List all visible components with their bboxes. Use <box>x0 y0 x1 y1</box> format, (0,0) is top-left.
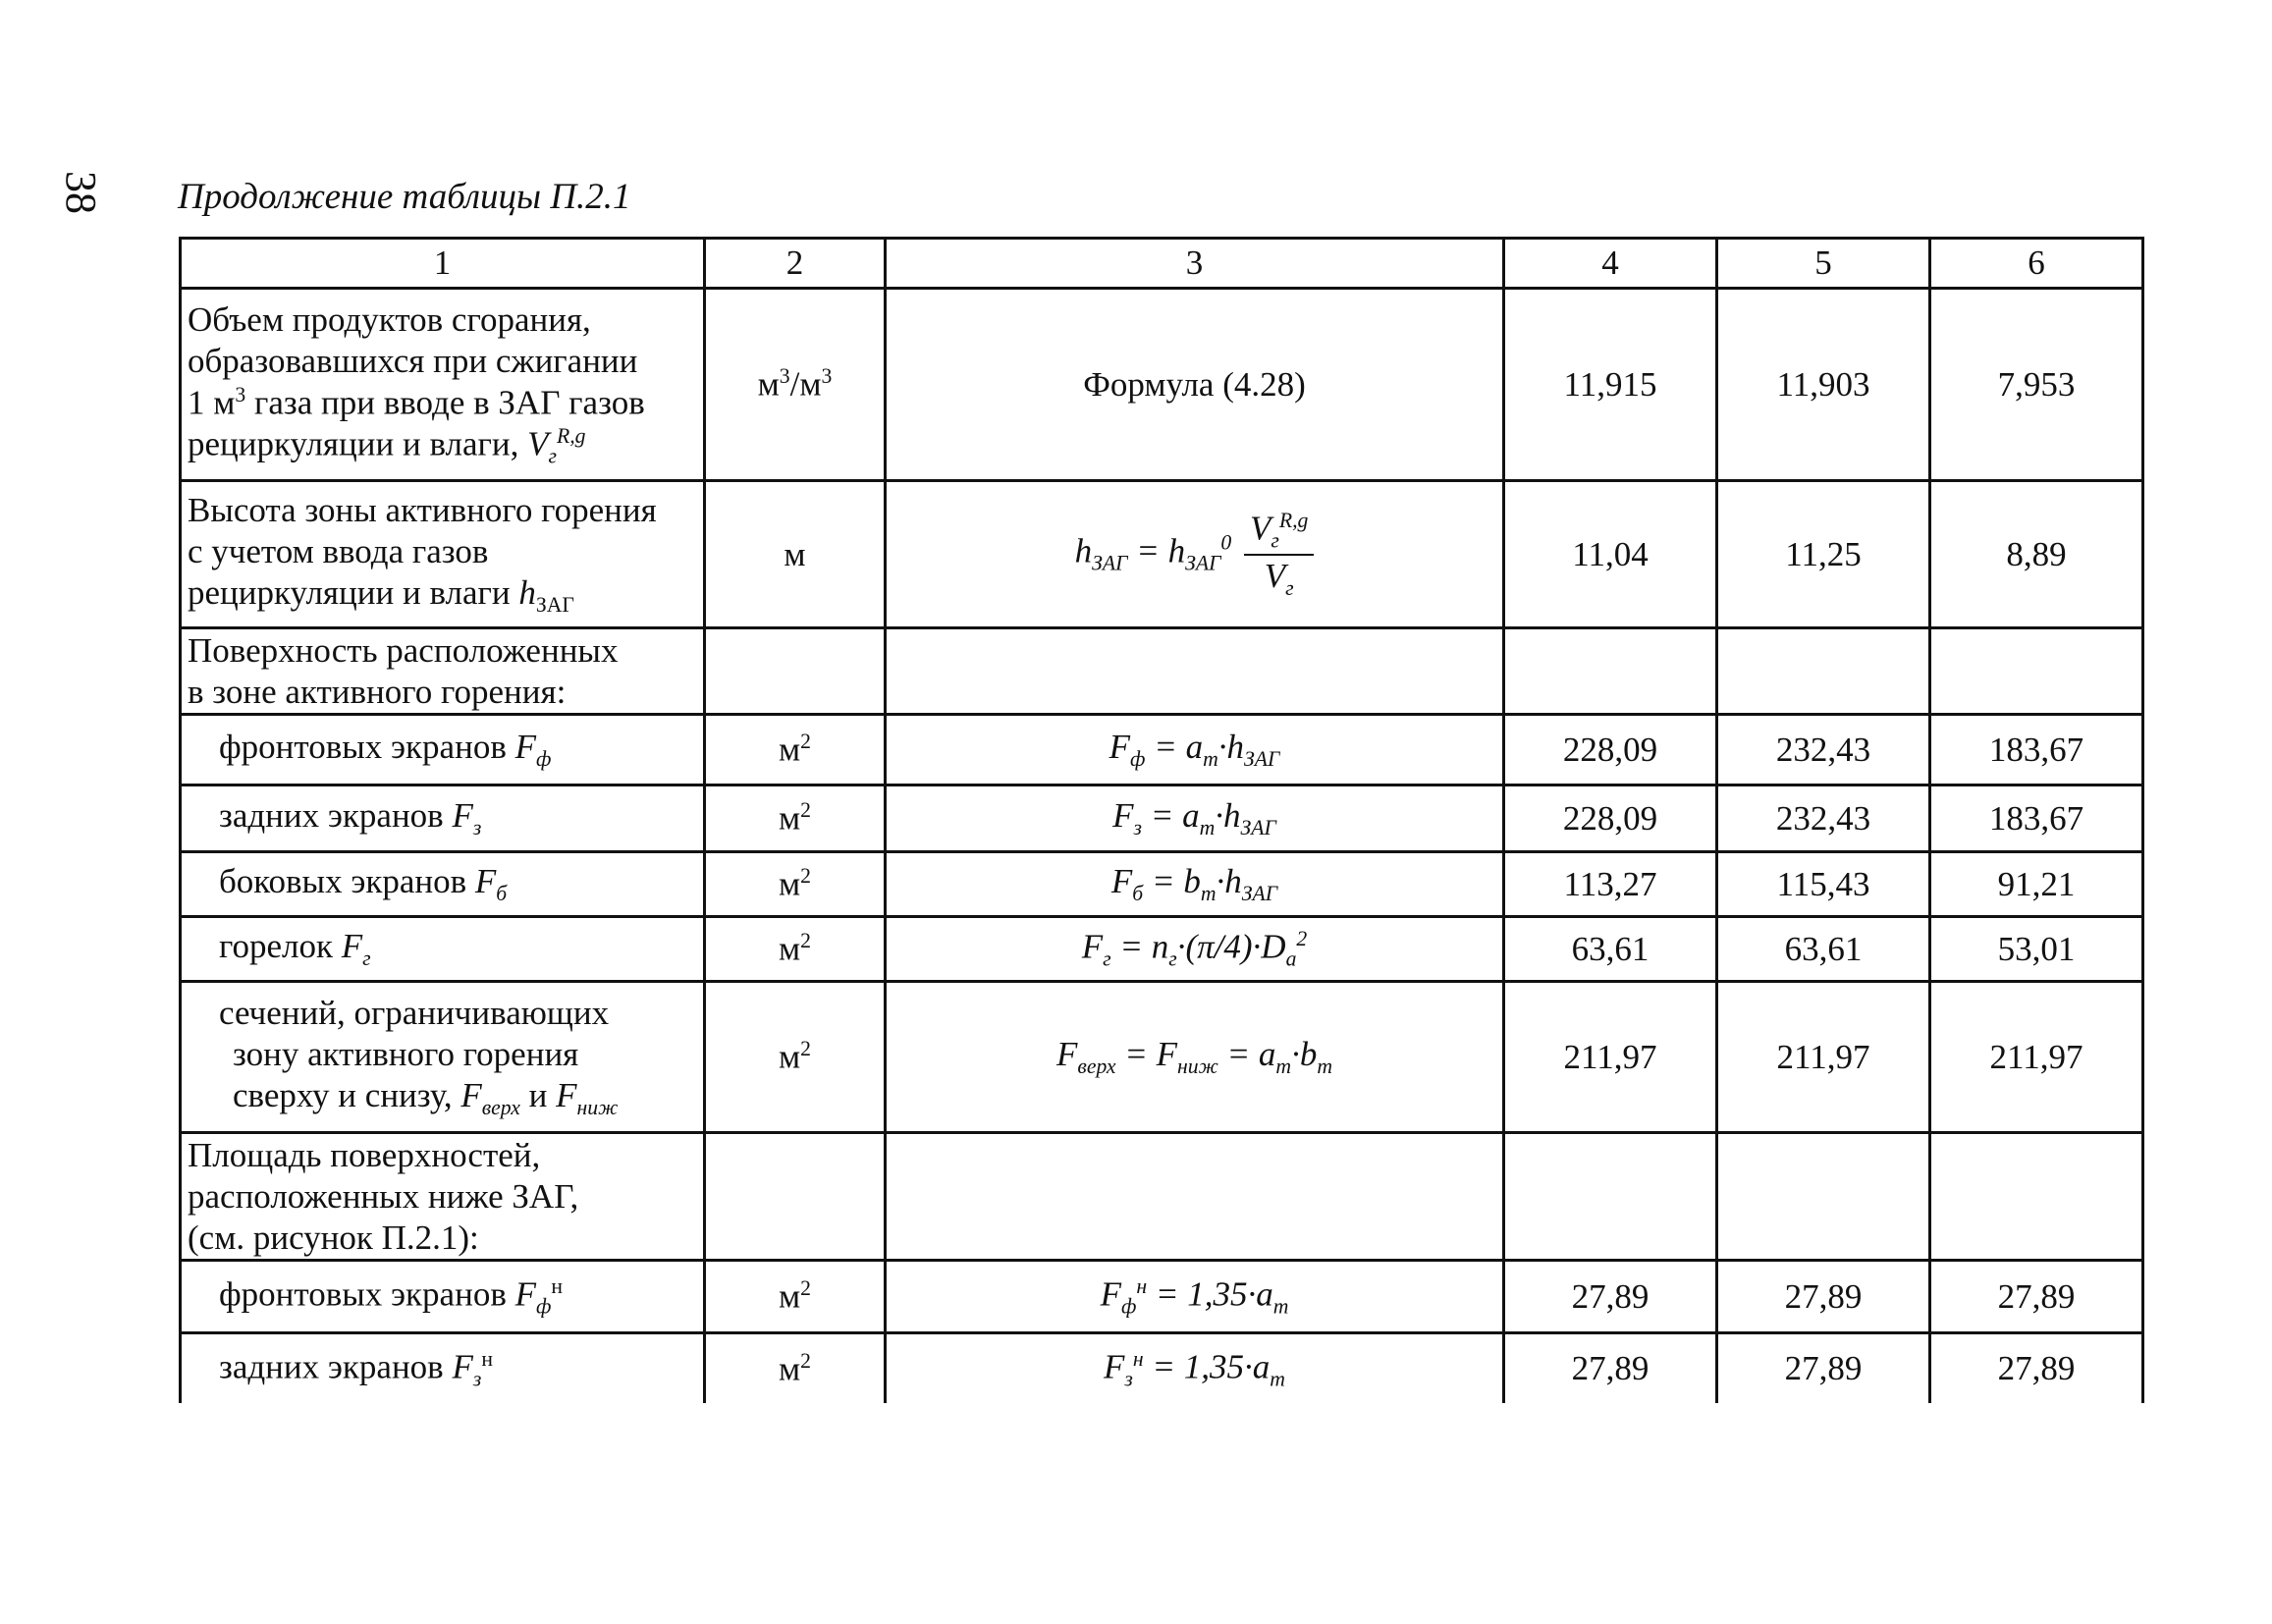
row-value: 11,04 <box>1504 481 1717 628</box>
row-value: 228,09 <box>1504 715 1717 785</box>
row-value: 211,97 <box>1717 982 1930 1133</box>
row-formula: $F_{верх} = F_{ниж} = a_т\cdot b_т$ <box>886 982 1504 1133</box>
column-header: 4 <box>1504 239 1717 289</box>
row-value: 53,01 <box>1930 917 2143 982</box>
row-value: 183,67 <box>1930 715 2143 785</box>
column-header: 3 <box>886 239 1504 289</box>
row-unit: $м^2$ <box>705 1261 886 1333</box>
row-formula: $F_ф = a_т\cdot h_{ЗАГ}$ <box>886 715 1504 785</box>
column-header: 1 <box>181 239 705 289</box>
row-value: 11,25 <box>1717 481 1930 628</box>
row-unit: $м^2$ <box>705 917 886 982</box>
table-caption: Продолжение таблицы П.2.1 <box>178 177 631 217</box>
page-number: 38 <box>57 171 105 214</box>
row-description: Площадь поверхностей, расположенных ниже ЗАГ, (см. рисунок П.2.1): <box>181 1133 705 1261</box>
row-formula: $F_г = n_г\cdot(\pi/4)\cdot D_а^2$ <box>886 917 1504 982</box>
row-unit: $м^2$ <box>705 785 886 852</box>
row-value: 11,915 <box>1504 289 1717 481</box>
row-value: 27,89 <box>1717 1333 1930 1404</box>
row-description: задних экранов $F_з$ <box>181 785 705 852</box>
row-description: сечений, ограничивающих зону активного горения сверху и снизу, $F_{верх}$ и $F_{ниж}$ <box>181 982 705 1133</box>
row-value: 63,61 <box>1504 917 1717 982</box>
table-row <box>181 481 2143 628</box>
row-formula: $F_б = b_т\cdot h_{ЗАГ}$ <box>886 852 1504 917</box>
row-description: горелок $F_г$ <box>181 917 705 982</box>
table-row <box>181 715 2143 785</box>
column-header: 2 <box>705 239 886 289</box>
column-header: 6 <box>1930 239 2143 289</box>
row-value: 232,43 <box>1717 715 1930 785</box>
row-value: 27,89 <box>1930 1333 2143 1404</box>
row-description: задних экранов $F_з^н$ <box>181 1333 705 1404</box>
table-row <box>181 917 2143 982</box>
row-value: 27,89 <box>1930 1261 2143 1333</box>
row-unit: $м^2$ <box>705 715 886 785</box>
row-value: 183,67 <box>1930 785 2143 852</box>
row-description: фронтовых экранов $F_ф$ <box>181 715 705 785</box>
table-row <box>181 1333 2143 1404</box>
row-unit: $м^3/м^3$ <box>705 289 886 481</box>
row-value: 27,89 <box>1717 1261 1930 1333</box>
row-unit: м <box>705 481 886 628</box>
row-unit: $м^2$ <box>705 982 886 1133</box>
row-description: Поверхность расположенных в зоне активного горения: <box>181 628 705 715</box>
table-row <box>181 289 2143 481</box>
row-value: 8,89 <box>1930 481 2143 628</box>
row-value: 228,09 <box>1504 785 1717 852</box>
column-header: 5 <box>1717 239 1930 289</box>
table-row <box>181 852 2143 917</box>
table-section-row <box>181 628 2143 715</box>
row-value: 232,43 <box>1717 785 1930 852</box>
row-value: 27,89 <box>1504 1333 1717 1404</box>
row-formula: Формула (4.28) <box>886 289 1504 481</box>
row-description: Объем продуктов сгорания, образовавшихся при сжигании 1 $м^3$ газа при вводе в ЗАГ газов рециркуляции и влаги, $V_г^{R,g}$ <box>181 289 705 481</box>
formula-fraction: $\frac{V_г^{R,g}}{V_г}$ <box>1244 508 1314 601</box>
table-row <box>181 1261 2143 1333</box>
row-value: 115,43 <box>1717 852 1930 917</box>
table-section-row <box>181 1133 2143 1261</box>
row-unit: $м^2$ <box>705 1333 886 1404</box>
row-value: 113,27 <box>1504 852 1717 917</box>
row-description: боковых экранов $F_б$ <box>181 852 705 917</box>
row-formula: $h_{ЗАГ} = h_{ЗАГ}^0$ $\frac{V_г^{R,g}}{V_г}$ <box>886 481 1504 628</box>
row-description: Высота зоны активного горения с учетом ввода газов рециркуляции и влаги $h_{ЗАГ}$ <box>181 481 705 628</box>
row-formula: $F_з = a_т\cdot h_{ЗАГ}$ <box>886 785 1504 852</box>
row-unit: $м^2$ <box>705 852 886 917</box>
table-row <box>181 785 2143 852</box>
table-header-row <box>181 239 2143 289</box>
row-value: 7,953 <box>1930 289 2143 481</box>
row-value: 211,97 <box>1504 982 1717 1133</box>
row-value: 211,97 <box>1930 982 2143 1133</box>
row-description: фронтовых экранов $F_ф^н$ <box>181 1261 705 1333</box>
row-value: 11,903 <box>1717 289 1930 481</box>
row-formula: $F_з^н = 1,35\cdot a_т$ <box>886 1333 1504 1404</box>
row-value: 91,21 <box>1930 852 2143 917</box>
row-value: 27,89 <box>1504 1261 1717 1333</box>
data-table <box>179 237 2144 1403</box>
row-value: 63,61 <box>1717 917 1930 982</box>
table-row <box>181 982 2143 1133</box>
row-formula: $F_ф^н = 1,35\cdot a_т$ <box>886 1261 1504 1333</box>
